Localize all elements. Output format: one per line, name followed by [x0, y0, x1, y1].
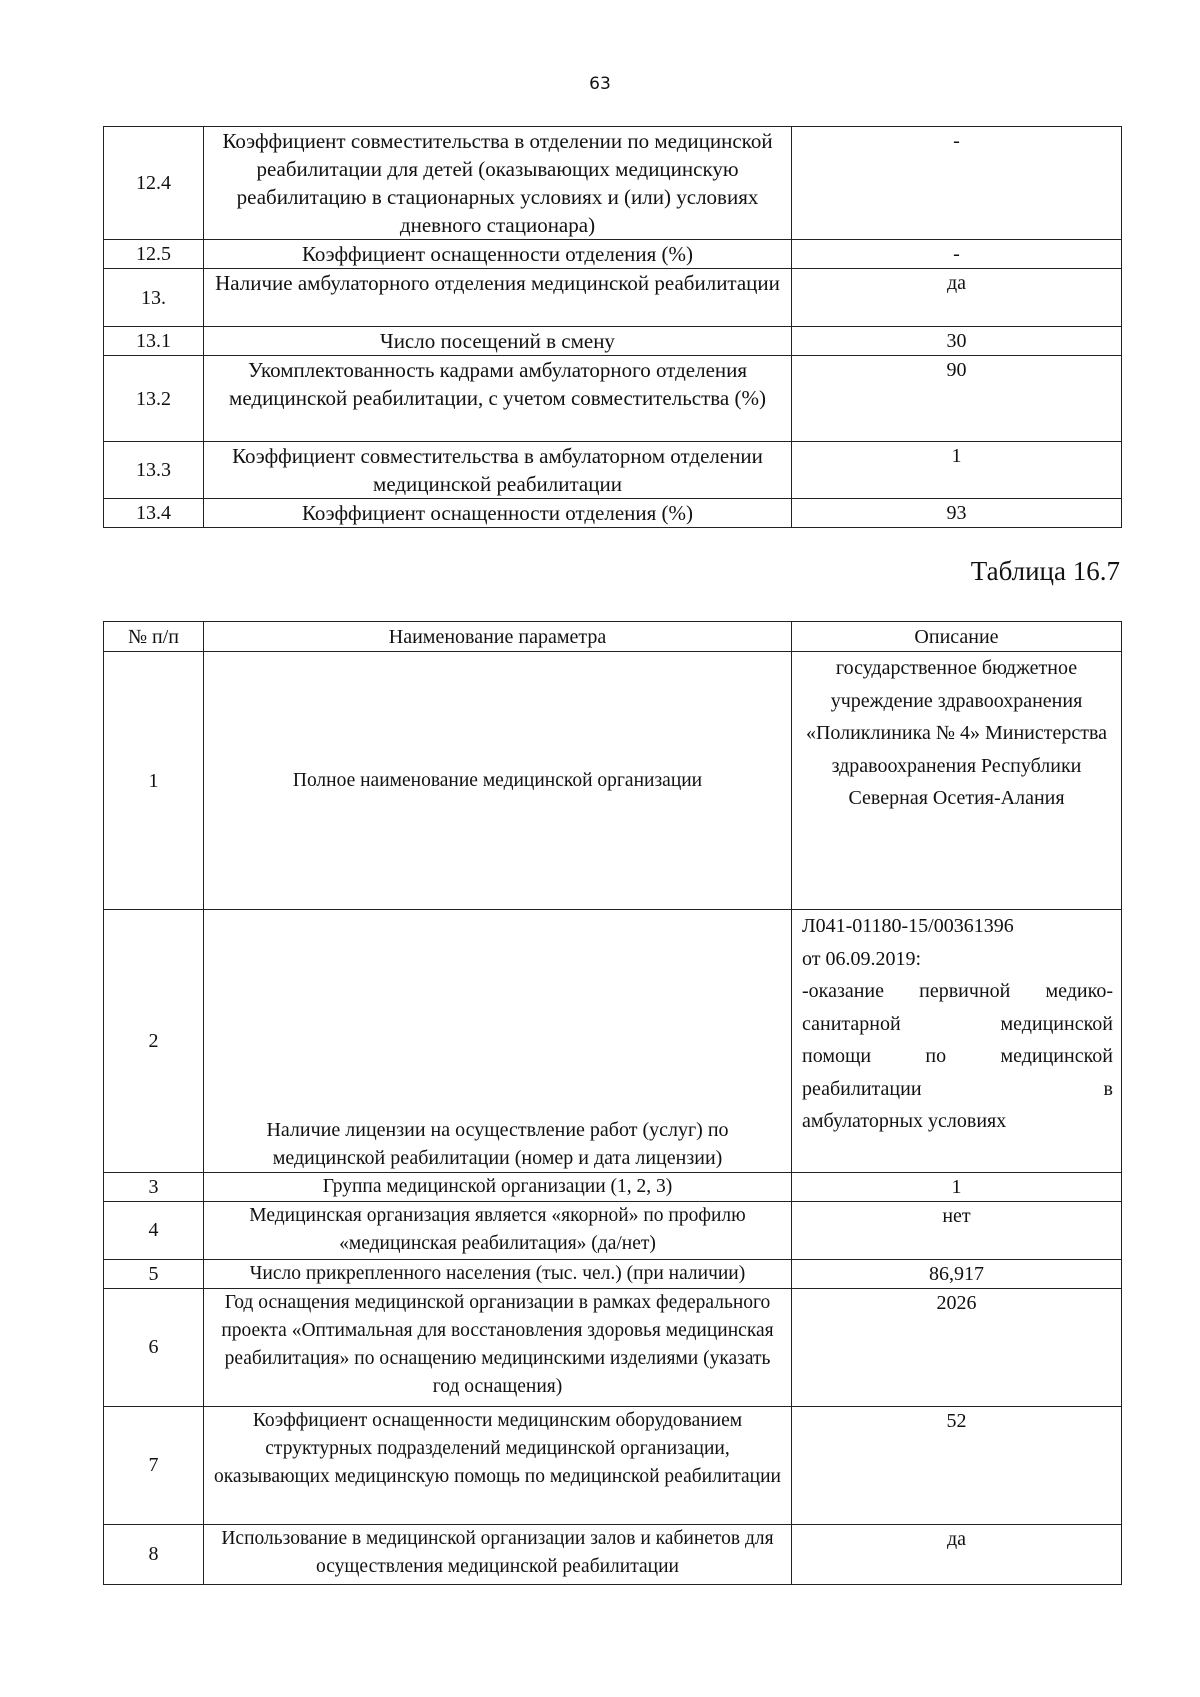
row-name: Число посещений в смену [204, 327, 792, 356]
row-number: 13.3 [104, 442, 204, 499]
table-row [104, 269, 1122, 327]
row-number: 7 [104, 1406, 204, 1524]
row-number: 1 [104, 652, 204, 910]
row-value: - [792, 127, 1122, 240]
row-value: 1 [792, 1172, 1122, 1201]
row-value: 86,917 [792, 1259, 1122, 1288]
header-number: № п/п [104, 622, 204, 652]
license-line: санитарной медицинской [802, 1012, 1113, 1035]
row-number: 5 [104, 1259, 204, 1288]
license-line: реабилитации в [802, 1077, 1113, 1100]
row-name: Год оснащения медицинской организации в рамках федерального проекта «Оптимальная для восстановления здоровья медицинская реабилитация» по оснащению медицинскими изделиями (указать год оснащения) [204, 1288, 792, 1406]
page-number: 63 [589, 74, 611, 94]
license-line: от 06.09.2019: [802, 947, 922, 970]
table-row [104, 127, 1122, 240]
license-line: помощи по медицинской [802, 1045, 1113, 1067]
row-number: 13.4 [104, 499, 204, 528]
row-name: Коэффициент оснащенности отделения (%) [204, 240, 792, 269]
row-number: 13.2 [104, 356, 204, 442]
row-number: 6 [104, 1288, 204, 1406]
row-value: 1 [792, 442, 1122, 499]
table-header-row [104, 622, 1122, 652]
row-number: 3 [104, 1172, 204, 1201]
license-line: Л041-01180-15/00361396 [802, 915, 1014, 937]
license-line: амбулаторных условиях [802, 1110, 1007, 1132]
row-name: Группа медицинской организации (1, 2, 3) [204, 1172, 792, 1201]
row-value: 52 [792, 1406, 1122, 1524]
row-name: Использование в медицинской организации залов и кабинетов для осуществления медицинской реабилитации [204, 1524, 792, 1584]
row-number: 13.1 [104, 327, 204, 356]
row-value: 30 [792, 327, 1122, 356]
table-row [104, 327, 1122, 356]
row-value: 2026 [792, 1288, 1122, 1406]
license-line: -оказание первичной медико- [802, 980, 1113, 1002]
row-number: 12.5 [104, 240, 204, 269]
row-name: Наличие лицензии на осуществление работ (услуг) по медицинской реабилитации (номер и дата лицензии) [204, 910, 792, 1173]
table-row [104, 356, 1122, 442]
table-row [104, 1259, 1122, 1288]
row-name: Медицинская организация является «якорной» по профилю «медицинская реабилитация» (да/нет) [204, 1201, 792, 1259]
header-description: Описание [792, 622, 1122, 652]
row-name: Коэффициент совместительства в амбулаторном отделении медицинской реабилитации [204, 442, 792, 499]
row-value: 93 [792, 499, 1122, 528]
main-table [103, 621, 1122, 1585]
row-value: - [792, 240, 1122, 269]
row-name: Полное наименование медицинской организации [204, 652, 792, 910]
table-row [104, 652, 1122, 910]
row-number: 8 [104, 1524, 204, 1584]
table-row [104, 1288, 1122, 1406]
row-number: 2 [104, 910, 204, 1173]
row-value: да [792, 269, 1122, 327]
row-name: Число прикрепленного населения (тыс. чел.) (при наличии) [204, 1259, 792, 1288]
header-parameter: Наименование параметра [204, 622, 792, 652]
table-caption: Таблица 16.7 [970, 556, 1120, 586]
row-number: 4 [104, 1201, 204, 1259]
table-row [104, 499, 1122, 528]
row-value: государственное бюджетное учреждение здравоохранения «Поликлиника № 4» Министерства здравоохранения Республики Северная Осетия-Алания [792, 652, 1122, 910]
row-name: Коэффициент совместительства в отделении по медицинской реабилитации для детей (оказывающих медицинскую реабилитацию в стационарных условиях и (или) условиях дневного стационара) [204, 127, 792, 240]
table-row [104, 442, 1122, 499]
table-row [104, 1524, 1122, 1584]
row-value: нет [792, 1201, 1122, 1259]
row-name: Коэффициент оснащенности отделения (%) [204, 499, 792, 528]
table-row [104, 1201, 1122, 1259]
table-row [104, 910, 1122, 1173]
table-row [104, 1406, 1122, 1524]
license-description [792, 910, 1122, 1173]
row-name: Коэффициент оснащенности медицинским оборудованием структурных подразделений медицинской организации, оказывающих медицинскую помощь по медицинской реабилитации [204, 1406, 792, 1524]
table-row [104, 1172, 1122, 1201]
row-number: 12.4 [104, 127, 204, 240]
row-number: 13. [104, 269, 204, 327]
row-name: Укомплектованность кадрами амбулаторного отделения медицинской реабилитации, с учетом совместительства (%) [204, 356, 792, 442]
table-row [104, 240, 1122, 269]
row-value: да [792, 1524, 1122, 1584]
row-value: 90 [792, 356, 1122, 442]
row-name: Наличие амбулаторного отделения медицинской реабилитации [204, 269, 792, 327]
continued-table [103, 126, 1122, 528]
